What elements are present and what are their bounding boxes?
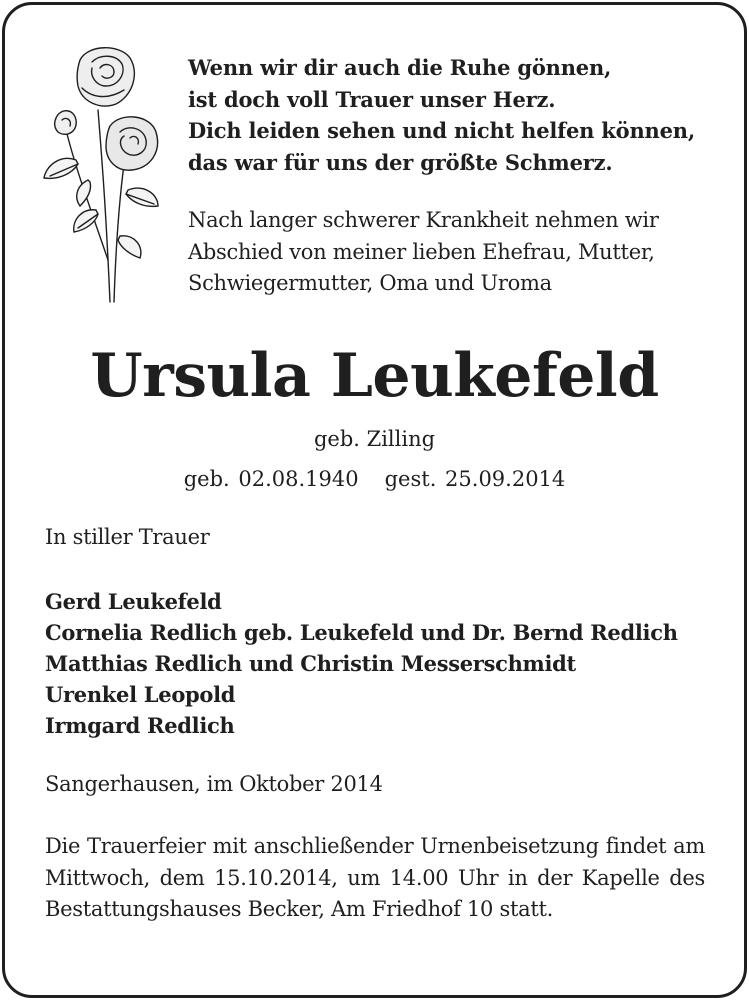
intro-line: Nach langer schwerer Krankheit nehmen wir xyxy=(188,208,659,232)
life-dates xyxy=(0,465,749,493)
intro-line: Abschied von meiner lieben Ehefrau, Mutter, xyxy=(188,239,655,264)
mourner: Irmgard Redlich xyxy=(45,713,235,738)
funeral-notice: Die Trauerfeier mit anschließender Urnenbeisetzung findet am Mittwoch, dem 15.10.2014, um 14.00 Uhr in der Kapelle des Bestattungshauses Becker, Am Friedhof 10 statt. xyxy=(45,834,705,921)
birth-date: geb. 02.08.1940 xyxy=(183,467,359,491)
farewell-intro xyxy=(188,205,728,300)
mourner: Matthias Redlich und Christin Messerschmidt xyxy=(45,651,576,676)
mourner: Cornelia Redlich geb. Leukefeld und Dr. Bernd Redlich xyxy=(45,620,678,645)
mourner: Gerd Leukefeld xyxy=(45,589,222,614)
verse-line: ist doch voll Trauer unser Herz. xyxy=(188,86,556,112)
deceased-name: Ursula Leukefeld xyxy=(90,341,659,411)
mourners-list xyxy=(45,586,725,741)
death-date: gest. 25.09.2014 xyxy=(384,467,566,491)
memorial-verse xyxy=(188,52,728,178)
rose-icon xyxy=(36,40,166,310)
intro-line: Schwiegermutter, Oma und Uroma xyxy=(188,271,552,295)
mourning-line: In stiller Trauer xyxy=(45,525,210,549)
verse-line: Wenn wir dir auch die Ruhe gönnen, xyxy=(188,55,612,80)
maiden-name: geb. Zilling xyxy=(313,427,436,451)
place-date: Sangerhausen, im Oktober 2014 xyxy=(45,772,383,796)
mourner: Urenkel Leopold xyxy=(45,682,236,707)
verse-line: das war für uns der größte Schmerz. xyxy=(188,149,613,175)
verse-line: Dich leiden sehen und nicht helfen können, xyxy=(188,118,695,143)
